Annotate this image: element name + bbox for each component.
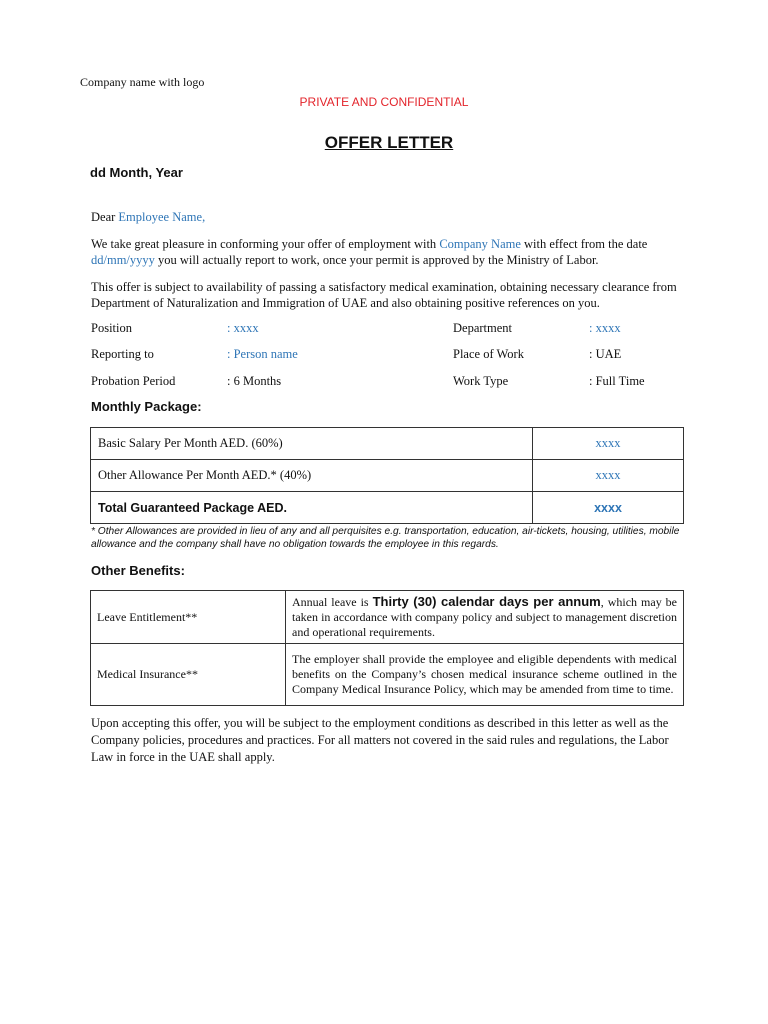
intro-text-3: you will actually report to work, once your permit is approved by the Ministry of Labor.: [154, 253, 599, 267]
place-of-work-value: : UAE: [589, 347, 622, 361]
table-row: [91, 492, 684, 524]
total-package-label: Total Guaranteed Package AED.: [91, 492, 533, 524]
leave-entitlement-label: Leave Entitlement**: [91, 591, 286, 644]
place-of-work-label: Place of Work: [453, 347, 524, 361]
department-value: : xxxx: [589, 321, 621, 335]
other-allowance-value: xxxx: [533, 460, 684, 492]
reporting-value: : Person name: [227, 347, 298, 361]
leave-entitlement-text: [286, 591, 684, 644]
department-label: Department: [453, 321, 513, 335]
intro-company-name: Company Name: [439, 237, 521, 251]
allowance-note: * Other Allowances are provided in lieu of any and all perquisites e.g. transportation, education, air-tickets, housing, utilities, mobile allowance and the company shall have no obligation towards the employee in this regards.: [91, 526, 680, 550]
letter-date: dd Month, Year: [90, 165, 183, 180]
position-value: : xxxx: [227, 321, 259, 335]
other-benefits-heading: Other Benefits:: [91, 563, 185, 578]
closing-paragraph: Upon accepting this offer, you will be subject to the employment conditions as described in this letter as well as the Company policies, procedures and practices. For all matters not covered in the said rules and regulations, the Labor Law in force in the UAE shall apply.: [91, 716, 669, 764]
leave-prefix: Annual leave is: [292, 595, 373, 609]
reporting-label: Reporting to: [91, 347, 154, 361]
table-row: [91, 428, 684, 460]
medical-insurance-label: Medical Insurance**: [91, 644, 286, 706]
intro-text-1: We take great pleasure in conforming your offer of employment with: [91, 237, 440, 251]
table-row: [91, 591, 684, 644]
intro-paragraph: [91, 236, 681, 268]
intro-start-date: dd/mm/yyyy: [91, 253, 155, 267]
page-title: OFFER LETTER: [324, 133, 454, 152]
work-type-label: Work Type: [453, 374, 509, 388]
intro-text-2: with effect from the date: [520, 237, 648, 251]
work-type-value: : Full Time: [589, 374, 645, 388]
medical-insurance-text: The employer shall provide the employee and eligible dependents with medical benefits on the Company’s chosen medical insurance scheme outlined in the Company Medical Insurance Policy, which may be amended from time to time.: [286, 644, 684, 706]
monthly-package-heading: Monthly Package:: [91, 399, 202, 414]
total-package-value: xxxx: [533, 492, 684, 524]
company-name-logo: Company name with logo: [80, 75, 205, 89]
monthly-package-table: [90, 427, 684, 524]
confidential-label: PRIVATE AND CONFIDENTIAL: [299, 95, 469, 109]
probation-value: : 6 Months: [227, 374, 282, 388]
leave-suffix: , which may be taken in accordance with company policy and subject to management discretion and operational requirements.: [292, 595, 678, 639]
position-label: Position: [91, 321, 132, 335]
basic-salary-value: xxxx: [533, 428, 684, 460]
table-row: [91, 460, 684, 492]
other-allowance-label: Other Allowance Per Month AED.* (40%): [91, 460, 533, 492]
probation-label: Probation Period: [91, 374, 176, 388]
basic-salary-label: Basic Salary Per Month AED. (60%): [91, 428, 533, 460]
condition-paragraph: This offer is subject to availability of passing a satisfactory medical examination, obtaining necessary clearance from Department of Naturalization and Immigration of UAE and also obtaining positive references on you.: [91, 280, 677, 310]
other-benefits-table: [90, 590, 684, 706]
employee-name: Employee Name,: [118, 210, 206, 224]
greeting-prefix: Dear: [91, 210, 119, 224]
leave-highlight: Thirty (30) calendar days per annum: [372, 594, 601, 609]
greeting: [91, 209, 681, 225]
table-row: [91, 644, 684, 706]
